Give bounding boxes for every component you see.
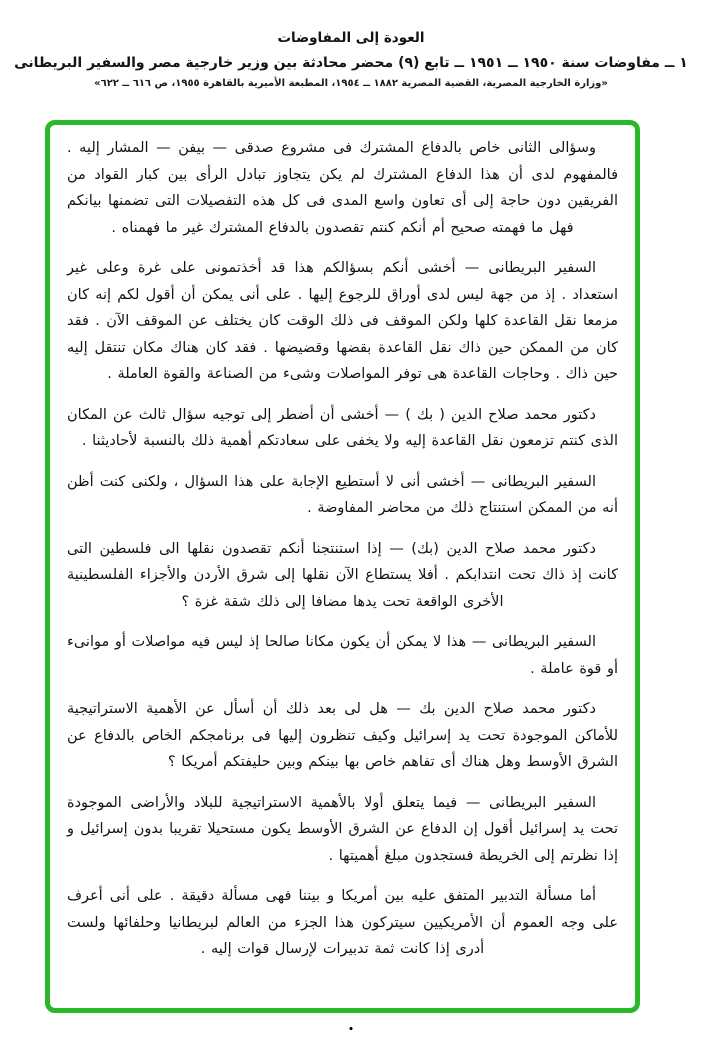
page-title: العودة إلى المفاوضات xyxy=(277,30,425,46)
paragraph: السفير البريطانى — أخشى أنكم بسؤالكم هذا قد أخذتمونى على غرة وعلى غير استعداد . إذ من جهة ليس لدى أوراق للرجوع إليها . على أنى يمكن أن أقول لكم إنه كان مزمعا نقل القاعدة كلها ولكن الموقف فى ذلك الوقت كان يختلف عن الموقف الآن . فقد كان من الممكن حين ذاك نقل القاعدة بقضها وقضيضها . فقد كان هناك مكان تنتقل إليه حين ذاك . وحاجات القاعدة هى توفر المواصلات وشىء من الصناعة والقوة العاملة . xyxy=(67,260,618,382)
paragraph: وسؤالى الثانى خاص بالدفاع المشترك فى مشروع صدقى — بيفن — المشار إليه . فالمفهوم لدى أن هذا الدفاع المشترك لم يكن يتجاوز تبادل الرأى بين كبار القواد من الفريقين دون حاجة إلى أى تعاون واسع المدى فى كل هذه التفصيلات التى تضمنها بيانكم فهل ما فهمته صحيح أم أنكم كنتم تقصدون بالدفاع المشترك غير ما فهمناه . xyxy=(67,140,618,236)
paragraph: دكتور محمد صلاح الدين ( بك ) — أخشى أن أضطر إلى توجيه سؤال ثالث عن المكان الذى كنتم تزمعون نقل القاعدة إليه ولا يخفى على سعادتكم أهمية ذلك بالنسبة لأحاديثنا . xyxy=(67,406,618,449)
page-header xyxy=(0,30,702,89)
source-citation: «وزارة الخارجية المصرية، القضية المصرية ١٨٨٢ ــ ١٩٥٤، المطبعة الأميرية بالقاهرة ١٩٥٥، ص ٦١٦ ــ ٦٢٢» xyxy=(94,78,608,89)
paragraph: السفير البريطانى — أخشى أنى لا أستطيع الإجابة على هذا السؤال ، ولكنى كنت أظن أنه من الممكن استنتاج ذلك من محاضر المفاوضة . xyxy=(67,473,618,516)
paragraph: دكتور محمد صلاح الدين (بك) — إذا استنتجنا أنكم تقصدون نقلها الى فلسطين التى كانت إذ ذاك تحت انتدابكم . أفلا يستطاع الآن نقلها إلى شرق الأردن والأجزاء الفلسطينية الأخرى الواقعة تحت يدها مضافا إلى ذلك شقة غزة ؟ xyxy=(67,540,618,610)
paragraph: السفير البريطانى — فيما يتعلق أولا بالأهمية الاستراتيجية للبلاد والأراضى الموجودة تحت يد إسرائيل أقول إن الدفاع عن الشرق الأوسط يكون مستحيلا تقريبا بدون إسرائيل و إذا نظرتم إلى الخريطة فستجدون مبلغ أهميتها . xyxy=(67,794,618,864)
paragraph: دكتور محمد صلاح الدين بك — هل لى بعد ذلك أن أسأل عن الأهمية الاستراتيجية للأماكن الموجودة تحت يد إسرائيل وكيف تنظرون إليها فى برنامجكم الخاص بالدفاع عن الشرق الأوسط وهل هناك أى تفاهم خاص بها بينكم وبين حليفتكم أمريكا ؟ xyxy=(67,701,618,770)
paragraph: أما مسألة التدبير المتفق عليه بين أمريكا و بيننا فهى مسألة دقيقة . على أنى أعرف على وجه العموم أن الأمريكيين سيتركون هذا الجزء من العالم لبريطانيا وحلفائها ولست أدرى إذا كانت ثمة تدبيرات لإرسال قوات إليه . xyxy=(67,888,618,957)
paragraph: السفير البريطانى — هذا لا يمكن أن يكون مكانا صالحا إذ ليس فيه مواصلات أو موانىء أو قوة عاملة . xyxy=(67,634,618,677)
page-subtitle: ١ ــ مفاوضات سنة ١٩٥٠ ــ ١٩٥١ ــ تابع (٩) محضر محادثة بين وزير خارجية مصر والسفير البريطانى xyxy=(14,55,688,71)
green-border-frame xyxy=(45,120,640,1013)
page-number-mark: • xyxy=(348,1025,354,1035)
